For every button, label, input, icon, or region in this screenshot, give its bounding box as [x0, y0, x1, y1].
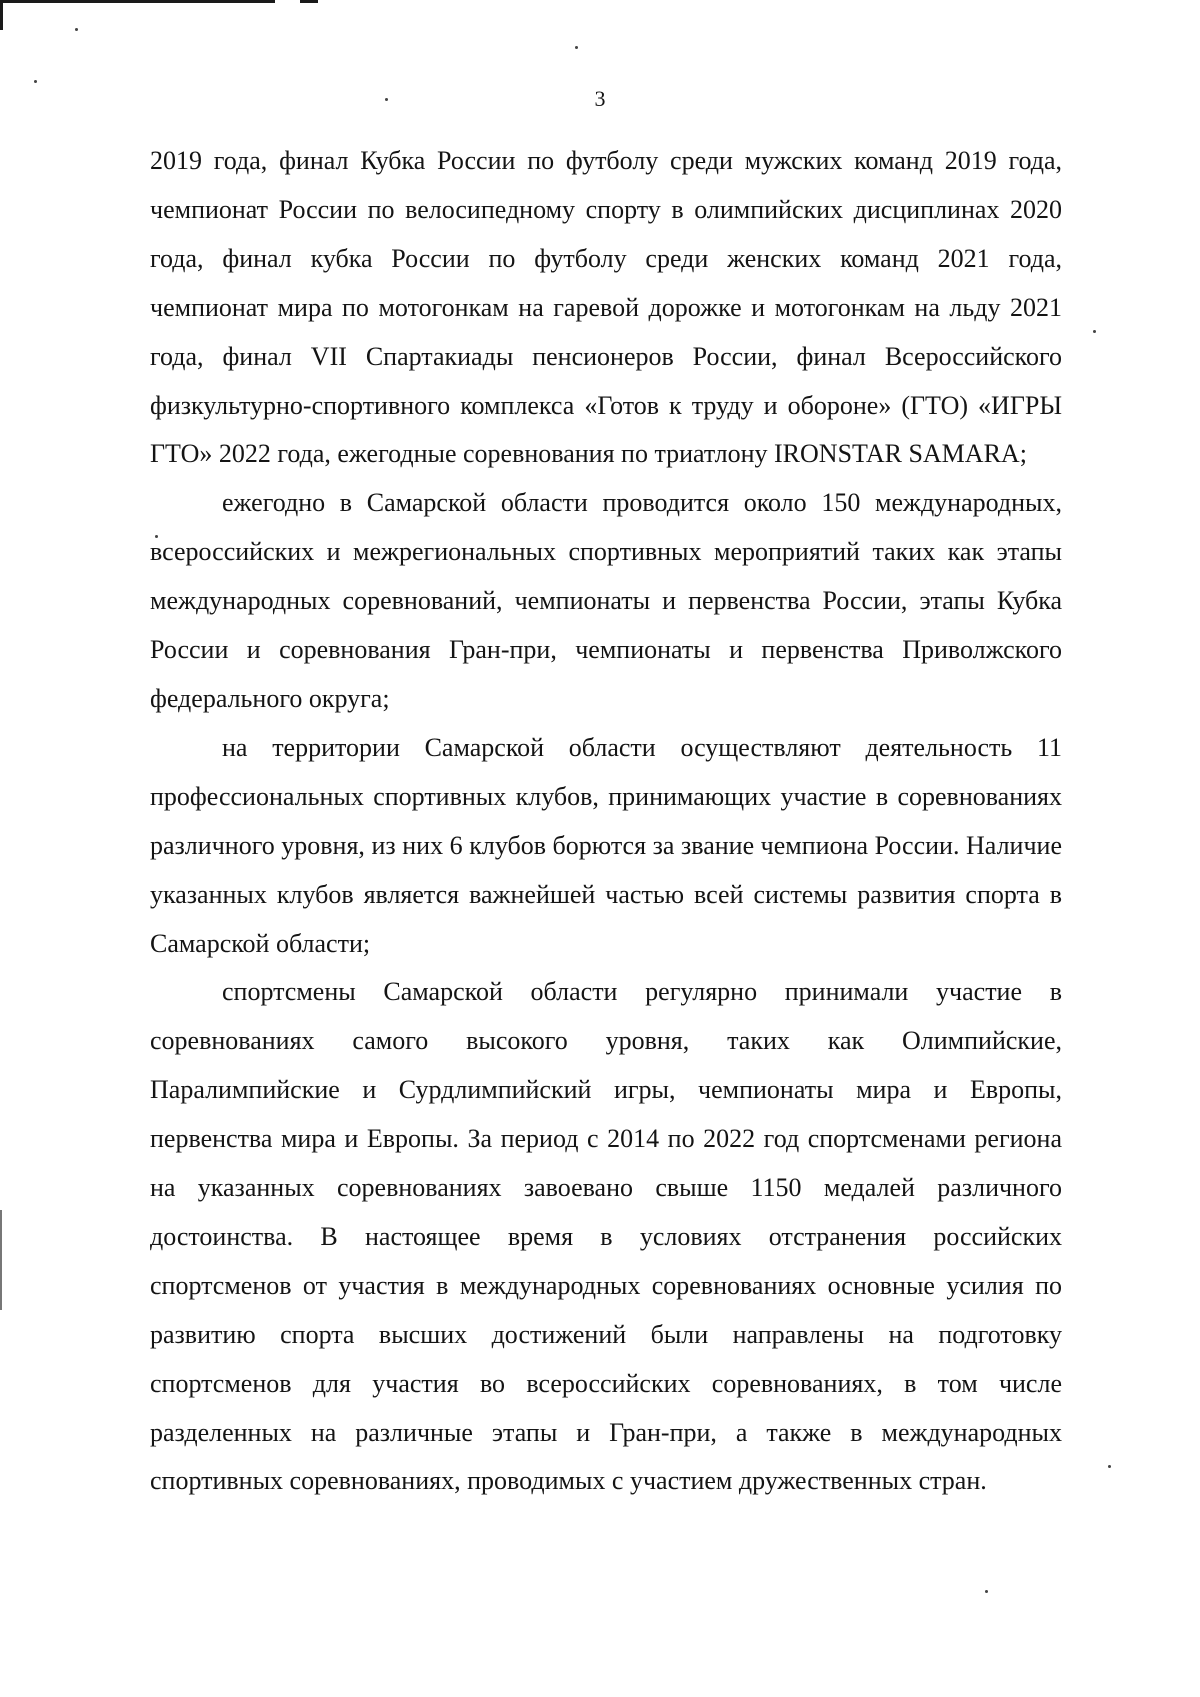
paragraph-clubs: на территории Самарской области осуществляют деятельность 11 профессиональных спортивных клубов, принимающих участие в соревнованиях различного уровня, из них 6 клубов борются за звание чемпиона России. Наличие указанных клубов является важнейшей частью всей системы развития спорта в Самарской области;: [150, 732, 1062, 958]
scan-speck: [575, 46, 578, 49]
paragraph-continuation: 2019 года, финал Кубка России по футболу среди мужских команд 2019 года, чемпионат России по велосипедному спорту в олимпийских дисциплинах 2020 года, финал кубка России по футболу среди женских команд 2021 года, чемпионат мира по мотогонкам на гаревой дорожке и мотогонкам на льду 2021 года, финал VII Спартакиады пенсионеров России, финал Всероссийского физкультурно-спортивного комплекса «Готов к труду и обороне» (ГТО) «ИГРЫ ГТО» 2022 года, ежегодные соревнования по триатлону IRONSTAR SAMARA;: [150, 146, 1062, 469]
scan-edge-left-lower: [0, 1210, 2, 1310]
scan-speck: [1093, 330, 1096, 333]
scan-speck: [1108, 1465, 1111, 1468]
document-body: [150, 137, 1062, 1506]
scan-speck: [985, 1590, 988, 1593]
scan-edge-top: [0, 0, 275, 3]
paragraph-events: ежегодно в Самарской области проводится около 150 международных, всероссийских и межрегиональных спортивных мероприятий таких как этапы международных соревнований, чемпионаты и первенства России, этапы Кубка России и соревнования Гран-при, чемпионаты и первенства Приволжского федерального округа;: [150, 488, 1062, 713]
page-number: 3: [594, 86, 606, 111]
paragraph-athletes: спортсмены Самарской области регулярно принимали участие в соревнованиях самого высокого уровня, таких как Олимпийские, Паралимпийские и Сурдлимпийский игры, чемпионаты мира и Европы, первенства мира и Европы. За период с 2014 по 2022 год спортсменами региона на указанных соревнованиях завоевано свыше 1150 медалей различного достоинства. В настоящее время в условиях отстранения российских спортсменов от участия в международных соревнованиях основные усилия по развитию спорта высших достижений были направлены на подготовку спортсменов для участия во всероссийских соревнованиях, в том числе разделенных на различные этапы и Гран-при, а также в международных спортивных соревнованиях, проводимых с участием дружественных стран.: [150, 977, 1062, 1496]
scan-speck: [75, 28, 78, 31]
scan-edge-top-fragment: [300, 0, 318, 3]
scan-edge-left: [0, 0, 3, 30]
scan-speck: [34, 80, 37, 83]
